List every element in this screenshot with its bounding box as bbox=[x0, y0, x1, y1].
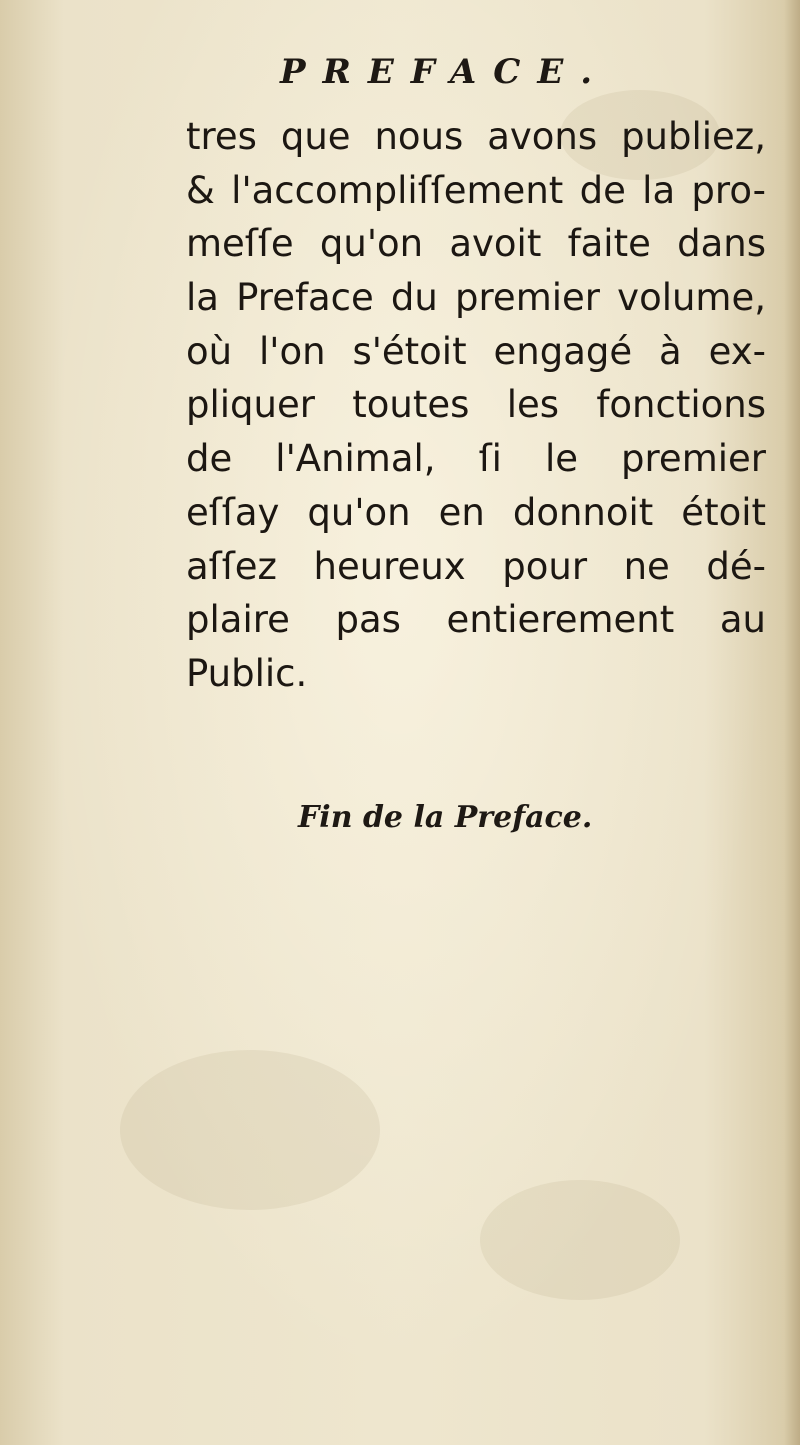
paper-stain bbox=[480, 1180, 680, 1300]
page-edge-shadow bbox=[784, 0, 800, 1445]
closing-line: Fin de la Preface. bbox=[298, 800, 593, 835]
text-line: où l'on s'étoit engagé à ex- bbox=[186, 329, 766, 373]
body-text bbox=[186, 110, 766, 701]
text-line: Public. bbox=[186, 651, 308, 695]
text-line: de l'Animal, ſi le premier bbox=[186, 437, 766, 481]
text-line: eſſay qu'on en donnoit étoit bbox=[186, 490, 766, 534]
text-line: plaire pas entierement au bbox=[186, 598, 766, 642]
text-line: tres que nous avons publiez, bbox=[186, 115, 766, 158]
text-line: la Preface du premier volume, bbox=[186, 276, 766, 320]
text-line: aſſez heureux pour ne dé- bbox=[186, 544, 766, 588]
paper-stain bbox=[120, 1050, 380, 1210]
text-line: pliquer toutes les fonctions bbox=[186, 383, 766, 427]
text-line: & l'accompliſſement de la pro- bbox=[186, 168, 766, 212]
text-line: meſſe qu'on avoit faite dans bbox=[186, 222, 766, 266]
running-head: PREFACE. bbox=[280, 52, 610, 92]
